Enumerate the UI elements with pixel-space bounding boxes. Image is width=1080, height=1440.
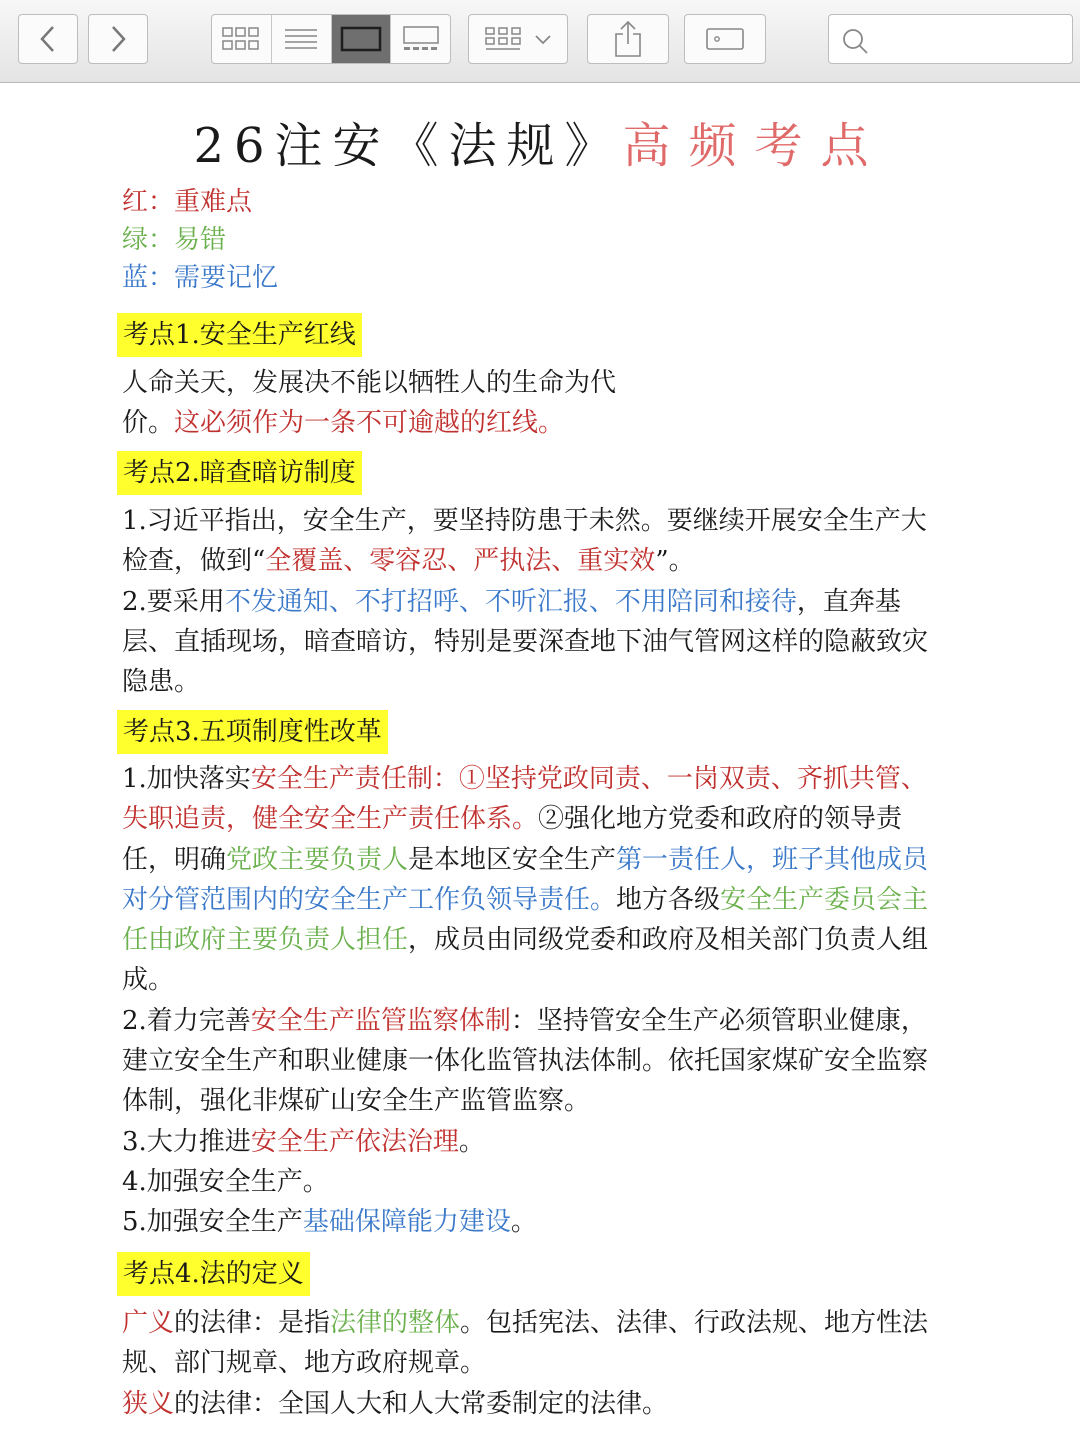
legend-value: 重难点 xyxy=(174,187,253,217)
text-run: 4.加强安全生产。 xyxy=(122,1166,329,1197)
chevron-left-icon xyxy=(38,24,58,54)
toolbar xyxy=(0,0,1080,83)
text-blue: 基础保障能力建设 xyxy=(302,1207,511,1238)
legend-green xyxy=(122,221,278,259)
forward-button[interactable] xyxy=(88,14,148,64)
filmstrip-view-icon xyxy=(401,25,441,53)
search-field[interactable] xyxy=(828,14,1073,64)
text-run: 人命关天，发展决不能以牺牲人的生命为代 xyxy=(122,368,617,398)
text-run: 的法律：全国人大和人大常委制定的法律。 xyxy=(174,1388,669,1419)
text-run: 2.要采用 xyxy=(122,586,225,617)
list-view-button[interactable] xyxy=(272,15,332,63)
text-run: ，成员由同级党委和政府及相关部门负责人组成。 xyxy=(122,925,929,996)
text-run: 价。 xyxy=(122,408,175,439)
section-heading-4: 考点4.法的定义 xyxy=(117,1252,310,1296)
legend-value: 易错 xyxy=(174,225,227,255)
share-button[interactable] xyxy=(587,14,669,64)
grid-view-button[interactable] xyxy=(212,15,272,63)
section-heading-3: 考点3.五项制度性改革 xyxy=(117,710,388,754)
text-red: 安全生产责任制：①坚持党政同责、一岗双责、齐抓共管、失职追责，健全安全生产责任体系。 xyxy=(122,764,927,835)
legend-red xyxy=(122,183,278,221)
legend-key: 红： xyxy=(122,187,175,217)
paragraph xyxy=(122,759,952,1001)
text-run: ”。 xyxy=(655,546,695,577)
tag-icon xyxy=(705,26,745,52)
text-green: 法律的整体 xyxy=(330,1308,461,1338)
text-blue: 不发通知、不打招呼、不听汇报、不用陪同和接待 xyxy=(224,586,797,617)
text-run: 。 xyxy=(458,1126,485,1157)
paragraph xyxy=(122,1202,952,1242)
paragraph xyxy=(122,1122,952,1162)
text-red: 安全生产依法治理 xyxy=(250,1126,459,1157)
legend-key: 蓝： xyxy=(122,263,175,293)
paragraph xyxy=(122,363,952,444)
legend-key: 绿： xyxy=(122,225,175,255)
arrange-grid-icon xyxy=(484,26,524,52)
chevron-right-icon xyxy=(108,24,128,54)
section-body-3 xyxy=(122,759,952,1243)
section-heading-2: 考点2.暗查暗访制度 xyxy=(117,451,362,495)
text-run: 2.着力完善 xyxy=(122,1005,251,1036)
text-run: 。 xyxy=(510,1207,537,1238)
arrange-dropdown[interactable] xyxy=(468,14,568,64)
text-run: ：坚持管安全生产必须管职业健康，建立安全生产和职业健康一体化监管执法体制。依托国家煤矿安全监察体制，强化非煤矿山安全生产监管监察。 xyxy=(122,1005,929,1117)
paragraph xyxy=(122,582,952,703)
text-run: ②强化地方党委和政府的领导责任，明确 xyxy=(122,804,903,875)
page-title xyxy=(0,107,1080,176)
text-run: 1.加快落实 xyxy=(122,764,251,794)
paragraph xyxy=(122,1162,952,1202)
text-blue: 第一责任人，班子其他成员对分管范围内的安全生产工作负领导责任。 xyxy=(122,844,929,915)
search-input[interactable] xyxy=(873,23,1067,57)
list-view-icon xyxy=(283,26,319,52)
legend-value: 需要记忆 xyxy=(174,263,279,293)
text-green: 党政主要负责人 xyxy=(226,844,409,875)
search-icon xyxy=(841,27,869,55)
text-run: 。包括宪法、法律、行政法规、地方性法规、部门规章、地方政府规章。 xyxy=(122,1308,929,1379)
legend-blue xyxy=(122,259,278,297)
grid-view-icon xyxy=(221,26,261,52)
text-red: 广义 xyxy=(122,1308,175,1338)
paragraph xyxy=(122,1384,952,1424)
filmstrip-view-button[interactable] xyxy=(391,15,450,63)
text-run: 5.加强安全生产 xyxy=(122,1207,303,1238)
paragraph xyxy=(122,501,952,582)
chevron-down-icon xyxy=(534,33,552,45)
single-page-view-button[interactable] xyxy=(332,15,392,63)
section-body-2 xyxy=(122,501,952,702)
text-red: 安全生产监管监察体制 xyxy=(250,1005,511,1036)
view-mode-segmented-control xyxy=(211,14,451,64)
text-run: 地方各级 xyxy=(616,884,721,915)
text-run: ，直奔基层、直插现场，暗查暗访，特别是要深查地下油气管网这样的隐蔽致灾隐患。 xyxy=(122,586,929,698)
section-body-1 xyxy=(122,363,952,444)
text-green: 安全生产委员会主任由政府主要负责人担任 xyxy=(122,884,929,956)
text-run: 3.大力推进 xyxy=(122,1126,251,1157)
section-heading-1: 考点1.安全生产红线 xyxy=(117,313,362,357)
text-run: 的法律：是指 xyxy=(174,1308,331,1338)
text-red: 狭义 xyxy=(122,1388,175,1419)
tag-button[interactable] xyxy=(684,14,766,64)
text-red: 全覆盖、零容忍、严执法、重实效 xyxy=(265,546,656,577)
share-icon xyxy=(613,20,643,58)
single-page-view-icon xyxy=(340,25,382,53)
text-red: 这必须作为一条不可逾越的红线。 xyxy=(174,408,565,439)
back-button[interactable] xyxy=(18,14,78,64)
title-main: 26注安《法规》 xyxy=(193,118,623,174)
paragraph xyxy=(122,1001,952,1122)
text-run: 1.习近平指出，安全生产，要坚持防患于未然。要继续开展安全生产大检查，做到“ xyxy=(122,506,927,577)
section-body-4 xyxy=(122,1303,952,1424)
title-highlight: 高频考点 xyxy=(622,118,887,174)
paragraph xyxy=(122,1303,952,1384)
color-legend xyxy=(122,183,278,297)
text-run: 是本地区安全生产 xyxy=(408,844,617,875)
